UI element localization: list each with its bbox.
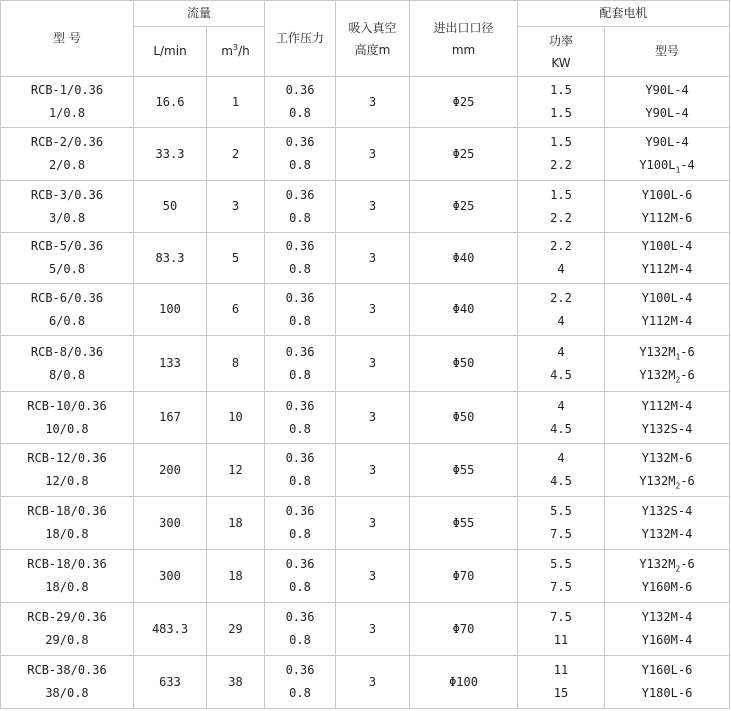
model-cell	[1, 444, 134, 497]
motor-model-text: Y132M-4	[641, 527, 693, 541]
header-model: 型 号	[1, 1, 134, 77]
pressure-cell-line: 0.36	[285, 344, 315, 359]
table-row	[1, 77, 730, 128]
suction-cell: 3	[336, 181, 410, 233]
header-port-line1: 进出口口径	[433, 20, 494, 35]
power-cell-line: 1.5	[550, 187, 572, 202]
model-cell	[1, 181, 134, 233]
table-row	[1, 181, 730, 233]
motor-model-text: Y100L-4	[641, 239, 693, 253]
port-cell: Φ25	[410, 128, 518, 181]
flow-lmin-cell: 167	[134, 392, 207, 444]
model-cell	[1, 550, 134, 603]
motor-model-text: Y112M-4	[641, 262, 693, 276]
power-cell-line: 15	[553, 686, 569, 700]
power-cell-line: 2.2	[550, 239, 572, 253]
motor-model-suffix: -6	[680, 474, 695, 488]
model-cell	[1, 128, 134, 181]
flow-lmin-cell: 300	[134, 497, 207, 550]
table-row	[1, 497, 730, 550]
table-row	[1, 444, 730, 497]
pressure-cell-line: 0.8	[289, 421, 311, 436]
motor-model-suffix: -6	[680, 367, 695, 382]
motor-model-text: Y100L-4	[641, 290, 693, 305]
header-power-line2: KW	[551, 55, 571, 70]
pressure-cell-line: 0.8	[289, 633, 311, 647]
motor-model-line	[605, 235, 729, 258]
motor-model-text: Y160L-6	[641, 663, 693, 677]
power-cell	[518, 233, 605, 284]
motor-model-cell	[605, 181, 730, 233]
table-header	[1, 1, 730, 77]
model-cell	[1, 336, 134, 392]
motor-model-text: Y132M	[639, 474, 676, 488]
model-cell	[1, 392, 134, 444]
motor-model-line	[605, 258, 729, 281]
motor-model-text: Y132M	[639, 557, 676, 571]
model-cell-line: RCB-10/0.36	[27, 398, 107, 413]
pressure-cell-line: 0.36	[285, 83, 315, 97]
motor-model-text: Y132S-4	[641, 504, 693, 518]
motor-model-cell	[605, 284, 730, 336]
motor-model-line	[605, 682, 729, 705]
power-cell-line: 5.5	[550, 504, 572, 518]
motor-model-text: Y132S-4	[641, 421, 693, 436]
model-cell-line: 29/0.8	[45, 633, 89, 647]
header-flow-m3h	[207, 27, 265, 77]
suction-cell: 3	[336, 656, 410, 709]
header-flow-m3h-sup: 3	[232, 43, 239, 52]
motor-model-text: Y90L-4	[645, 106, 689, 120]
flow-lmin-cell: 200	[134, 444, 207, 497]
motor-model-text: Y100L	[639, 158, 676, 172]
header-flow: 流量	[134, 1, 265, 27]
suction-cell: 3	[336, 128, 410, 181]
power-cell-line: 4.5	[550, 474, 572, 488]
model-cell-line: 3/0.8	[48, 210, 86, 225]
power-cell-line: 7.5	[550, 580, 572, 594]
port-cell: Φ55	[410, 497, 518, 550]
header-power	[518, 27, 605, 77]
flow-m3h-cell: 2	[207, 128, 265, 181]
power-cell-line: 4	[557, 398, 565, 413]
port-cell: Φ40	[410, 233, 518, 284]
motor-model-line	[605, 102, 729, 125]
motor-model-suffix: -6	[680, 344, 695, 359]
suction-cell: 3	[336, 603, 410, 656]
pressure-cell-line: 0.36	[285, 557, 315, 571]
motor-model-suffix: -4	[680, 158, 695, 172]
model-cell-line: 12/0.8	[45, 474, 89, 488]
model-cell-line: RCB-8/0.36	[30, 344, 104, 359]
motor-model-cell	[605, 128, 730, 181]
suction-cell: 3	[336, 233, 410, 284]
power-cell-line: 4	[557, 344, 565, 359]
pressure-cell	[265, 444, 336, 497]
flow-m3h-cell: 38	[207, 656, 265, 709]
power-cell-line: 1.5	[550, 135, 572, 149]
power-cell	[518, 550, 605, 603]
pressure-cell-line: 0.8	[289, 580, 311, 594]
motor-model-line	[605, 364, 729, 387]
power-cell	[518, 336, 605, 392]
pressure-cell	[265, 392, 336, 444]
flow-m3h-cell: 8	[207, 336, 265, 392]
motor-model-text: Y90L-4	[645, 135, 689, 149]
model-cell	[1, 656, 134, 709]
motor-model-cell	[605, 392, 730, 444]
motor-model-line	[605, 523, 729, 546]
header-motor-model: 型号	[605, 27, 730, 77]
motor-model-line	[605, 310, 729, 333]
pressure-cell-line: 0.8	[289, 262, 311, 276]
power-cell-line: 4	[557, 451, 565, 465]
flow-lmin-cell: 16.6	[134, 77, 207, 128]
suction-cell: 3	[336, 336, 410, 392]
pressure-cell	[265, 497, 336, 550]
flow-lmin-cell: 33.3	[134, 128, 207, 181]
motor-model-line	[605, 447, 729, 470]
power-cell-line: 2.2	[550, 210, 572, 225]
motor-model-line	[605, 395, 729, 418]
pressure-cell	[265, 284, 336, 336]
motor-model-cell	[605, 656, 730, 709]
model-cell	[1, 77, 134, 128]
pressure-cell	[265, 603, 336, 656]
pressure-cell-line: 0.8	[289, 210, 311, 225]
flow-m3h-cell: 29	[207, 603, 265, 656]
pressure-cell-line: 0.36	[285, 451, 315, 465]
motor-model-cell	[605, 336, 730, 392]
power-cell-line: 7.5	[550, 527, 572, 541]
table-body	[1, 77, 730, 709]
power-cell-line: 2.2	[550, 290, 572, 305]
power-cell	[518, 444, 605, 497]
motor-model-line	[605, 576, 729, 599]
pressure-cell-line: 0.8	[289, 474, 311, 488]
pressure-cell-line: 0.36	[285, 663, 315, 677]
model-cell-line: 5/0.8	[48, 262, 86, 276]
port-cell: Φ25	[410, 77, 518, 128]
power-cell-line: 5.5	[550, 557, 572, 571]
pressure-cell-line: 0.36	[285, 135, 315, 149]
flow-lmin-cell: 300	[134, 550, 207, 603]
header-flow-m3h-tail: /h	[238, 44, 250, 58]
motor-model-line	[605, 629, 729, 652]
motor-model-text: Y132M-4	[641, 610, 693, 624]
motor-model-line	[605, 341, 729, 364]
pressure-cell-line: 0.36	[285, 290, 315, 305]
table-row	[1, 392, 730, 444]
pressure-cell	[265, 77, 336, 128]
motor-model-cell	[605, 233, 730, 284]
table-row	[1, 550, 730, 603]
power-cell	[518, 77, 605, 128]
power-cell	[518, 497, 605, 550]
power-cell-line: 7.5	[550, 610, 572, 624]
model-cell-line: RCB-3/0.36	[30, 187, 104, 202]
model-cell-line: 38/0.8	[45, 686, 89, 700]
motor-model-line	[605, 553, 729, 576]
model-cell-line: 1/0.8	[48, 106, 86, 120]
header-port	[410, 1, 518, 77]
flow-m3h-cell: 10	[207, 392, 265, 444]
header-suction-line1: 吸入真空	[348, 20, 397, 35]
motor-model-text: Y160M-4	[641, 633, 693, 647]
motor-model-text: Y132M-6	[641, 451, 693, 465]
header-suction	[336, 1, 410, 77]
flow-m3h-cell: 3	[207, 181, 265, 233]
motor-model-cell	[605, 444, 730, 497]
motor-model-subscript: 2	[675, 481, 681, 491]
power-cell-line: 2.2	[550, 158, 572, 172]
flow-m3h-cell: 18	[207, 497, 265, 550]
motor-model-line	[605, 154, 729, 177]
suction-cell: 3	[336, 77, 410, 128]
motor-model-line	[605, 207, 729, 230]
pressure-cell-line: 0.8	[289, 686, 311, 700]
port-cell: Φ50	[410, 336, 518, 392]
suction-cell: 3	[336, 284, 410, 336]
motor-model-line	[605, 470, 729, 493]
table-row	[1, 656, 730, 709]
power-cell	[518, 392, 605, 444]
port-cell: Φ100	[410, 656, 518, 709]
flow-lmin-cell: 483.3	[134, 603, 207, 656]
header-power-line1: 功率	[549, 33, 574, 48]
table-row	[1, 233, 730, 284]
motor-model-text: Y112M-4	[641, 313, 693, 328]
port-cell: Φ70	[410, 603, 518, 656]
model-cell-line: RCB-18/0.36	[27, 504, 107, 518]
port-cell: Φ25	[410, 181, 518, 233]
pressure-cell-line: 0.8	[289, 527, 311, 541]
power-cell	[518, 603, 605, 656]
model-cell-line: RCB-2/0.36	[30, 135, 104, 149]
flow-m3h-cell: 18	[207, 550, 265, 603]
pressure-cell-line: 0.36	[285, 398, 315, 413]
model-cell-line: 18/0.8	[45, 580, 89, 594]
motor-model-cell	[605, 550, 730, 603]
motor-model-suffix: -6	[680, 557, 695, 571]
model-cell	[1, 497, 134, 550]
power-cell	[518, 656, 605, 709]
power-cell-line: 4	[557, 262, 565, 276]
flow-lmin-cell: 83.3	[134, 233, 207, 284]
motor-model-cell	[605, 603, 730, 656]
power-cell	[518, 284, 605, 336]
pressure-cell	[265, 336, 336, 392]
pressure-cell-line: 0.8	[289, 367, 311, 382]
power-cell-line: 4.5	[550, 367, 572, 382]
pressure-cell	[265, 181, 336, 233]
motor-model-text: Y100L-6	[641, 187, 693, 202]
motor-model-line	[605, 500, 729, 523]
model-cell-line: 6/0.8	[48, 313, 86, 328]
power-cell-line: 1.5	[550, 106, 572, 120]
motor-model-text: Y90L-4	[645, 83, 689, 97]
motor-model-line	[605, 606, 729, 629]
table-row	[1, 603, 730, 656]
pressure-cell-line: 0.36	[285, 187, 315, 202]
motor-model-line	[605, 659, 729, 682]
motor-model-text: Y132M	[639, 367, 676, 382]
motor-model-line	[605, 184, 729, 207]
table-row	[1, 284, 730, 336]
header-port-line2: mm	[451, 42, 476, 57]
suction-cell: 3	[336, 497, 410, 550]
pressure-cell-line: 0.36	[285, 610, 315, 624]
motor-model-text: Y132M	[639, 344, 676, 359]
pressure-cell-line: 0.8	[289, 106, 311, 120]
model-cell	[1, 603, 134, 656]
motor-model-cell	[605, 77, 730, 128]
model-cell-line: RCB-5/0.36	[30, 239, 104, 253]
port-cell: Φ55	[410, 444, 518, 497]
model-cell-line: 10/0.8	[45, 421, 89, 436]
table-row	[1, 128, 730, 181]
model-cell-line: RCB-29/0.36	[27, 610, 107, 624]
port-cell: Φ40	[410, 284, 518, 336]
flow-lmin-cell: 133	[134, 336, 207, 392]
pressure-cell	[265, 550, 336, 603]
model-cell-line: RCB-18/0.36	[27, 557, 107, 571]
suction-cell: 3	[336, 444, 410, 497]
model-cell-line: 2/0.8	[48, 158, 86, 172]
pressure-cell	[265, 233, 336, 284]
header-flow-m3h-base: m	[221, 44, 233, 58]
flow-lmin-cell: 633	[134, 656, 207, 709]
model-cell-line: 18/0.8	[45, 527, 89, 541]
model-cell-line: RCB-38/0.36	[27, 663, 107, 677]
model-cell-line: RCB-1/0.36	[30, 83, 104, 97]
motor-model-line	[605, 287, 729, 310]
suction-cell: 3	[336, 392, 410, 444]
flow-m3h-cell: 1	[207, 77, 265, 128]
pressure-cell-line: 0.36	[285, 504, 315, 518]
flow-lmin-cell: 100	[134, 284, 207, 336]
header-flow-lmin: L/min	[134, 27, 207, 77]
flow-m3h-cell: 6	[207, 284, 265, 336]
power-cell-line: 11	[553, 663, 569, 677]
header-suction-line2: 高度m	[354, 42, 391, 57]
motor-model-text: Y160M-6	[641, 580, 693, 594]
flow-lmin-cell: 50	[134, 181, 207, 233]
model-cell	[1, 284, 134, 336]
model-cell-line: 8/0.8	[48, 367, 86, 382]
motor-model-subscript: 2	[675, 374, 681, 384]
pressure-cell	[265, 128, 336, 181]
motor-model-text: Y180L-6	[641, 686, 693, 700]
pressure-cell	[265, 656, 336, 709]
pressure-cell-line: 0.8	[289, 313, 311, 328]
table-row	[1, 336, 730, 392]
motor-model-text: Y112M-4	[641, 398, 693, 413]
port-cell: Φ70	[410, 550, 518, 603]
power-cell-line: 11	[553, 633, 569, 647]
header-motor: 配套电机	[518, 1, 730, 27]
model-cell-line: RCB-6/0.36	[30, 290, 104, 305]
motor-model-text: Y112M-6	[641, 210, 693, 225]
header-pressure: 工作压力	[265, 1, 336, 77]
power-cell-line: 4.5	[550, 421, 572, 436]
power-cell	[518, 181, 605, 233]
flow-m3h-cell: 5	[207, 233, 265, 284]
port-cell: Φ50	[410, 392, 518, 444]
model-cell	[1, 233, 134, 284]
pressure-cell-line: 0.8	[289, 158, 311, 172]
motor-model-line	[605, 131, 729, 154]
motor-model-cell	[605, 497, 730, 550]
power-cell	[518, 128, 605, 181]
motor-model-subscript: 2	[675, 564, 681, 574]
power-cell-line: 1.5	[550, 83, 572, 97]
flow-m3h-cell: 12	[207, 444, 265, 497]
motor-model-subscript: 1	[675, 351, 681, 361]
model-cell-line: RCB-12/0.36	[27, 451, 107, 465]
pressure-cell-line: 0.36	[285, 239, 315, 253]
suction-cell: 3	[336, 550, 410, 603]
motor-model-line	[605, 79, 729, 102]
motor-model-subscript: 1	[675, 165, 681, 175]
motor-model-line	[605, 418, 729, 441]
power-cell-line: 4	[557, 313, 565, 328]
